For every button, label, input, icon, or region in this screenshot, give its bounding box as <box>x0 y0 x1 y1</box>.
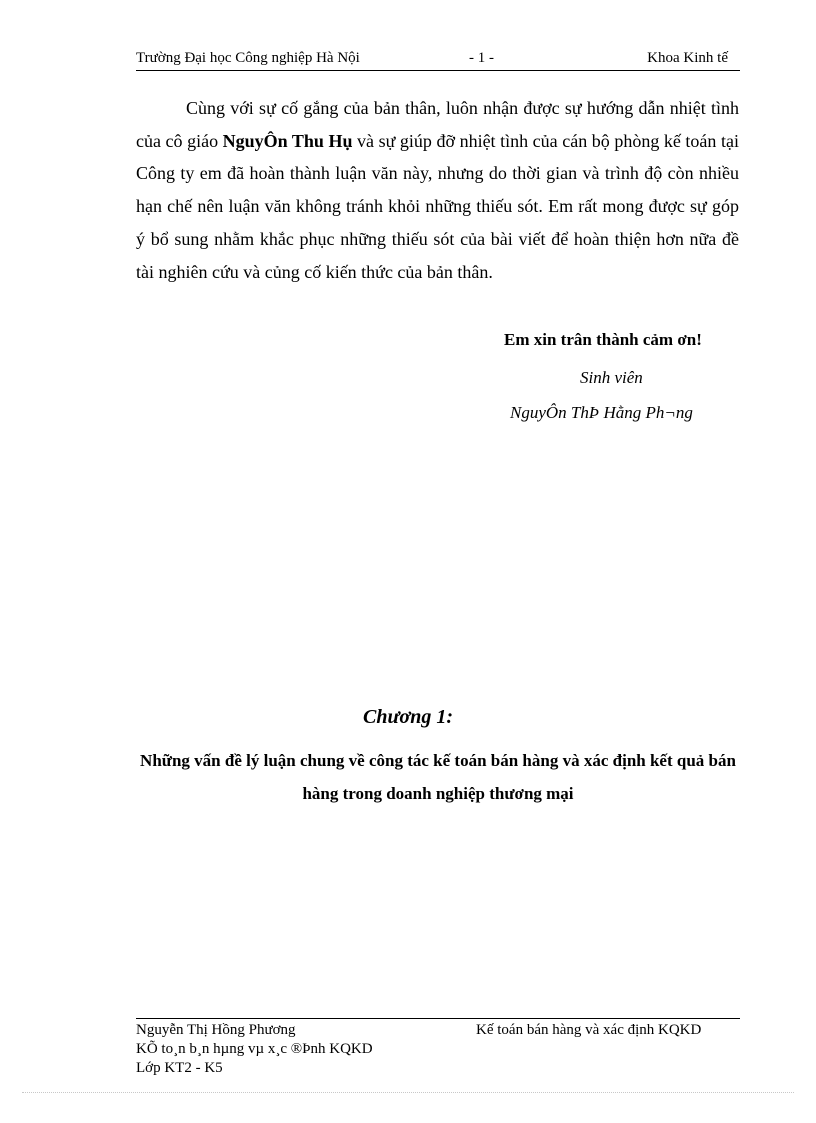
header-faculty: Khoa Kinh tế <box>647 50 728 66</box>
header-page-number: - 1 - <box>469 50 494 66</box>
acknowledgement-paragraph <box>136 92 739 288</box>
thanks-line: Em xin trân thành cảm ơn! <box>504 330 702 349</box>
footer-class: Lớp KT2 - K5 <box>136 1060 223 1076</box>
page-bottom-divider <box>22 1092 794 1093</box>
header-school: Trường Đại học Công nghiệp Hà Nội <box>136 50 360 66</box>
body-part1: Cùng với sự cố gắng của bản thân, luôn nhận được sự hướng dẫn nhiệt tình của cô giáo <box>136 98 739 151</box>
body-part2: và sự giúp đỡ nhiệt tình của cán bộ phòng kế toán tại Công ty em đã hoàn thành luận văn này, nhưng do thời gian và trình độ còn nhiều hạn chế nên luận văn không tránh khỏi những thiếu sót. Em rất mong được sự góp ý bổ sung nhằm khắc phục những thiếu sót của bài viết để hoàn thiện hơn nữa đề tài nghiên cứu và củng cố kiến thức của bản thân. <box>136 130 739 282</box>
footer-topic-alt: KÕ to¸n b¸n hµng vµ x¸c ®Þnh KQKD <box>136 1041 373 1057</box>
page-header <box>136 50 740 71</box>
signer-role: Sinh viên <box>580 368 643 387</box>
chapter-heading: Chương 1: <box>363 706 453 728</box>
footer-author: Nguyễn Thị Hồng Phương <box>136 1022 296 1038</box>
page-footer <box>136 1018 740 1078</box>
signer-name: NguyÔn ThÞ Hằng Ph¬ng <box>510 403 693 422</box>
chapter-title: Những vấn đề lý luận chung về công tác kế toán bán hàng và xác định kết quả bán hàng trong doanh nghiệp thương mại <box>140 751 736 803</box>
footer-topic: Kế toán bán hàng và xác định KQKD <box>476 1022 702 1038</box>
teacher-name: NguyÔn Thu Hụ <box>222 130 353 151</box>
